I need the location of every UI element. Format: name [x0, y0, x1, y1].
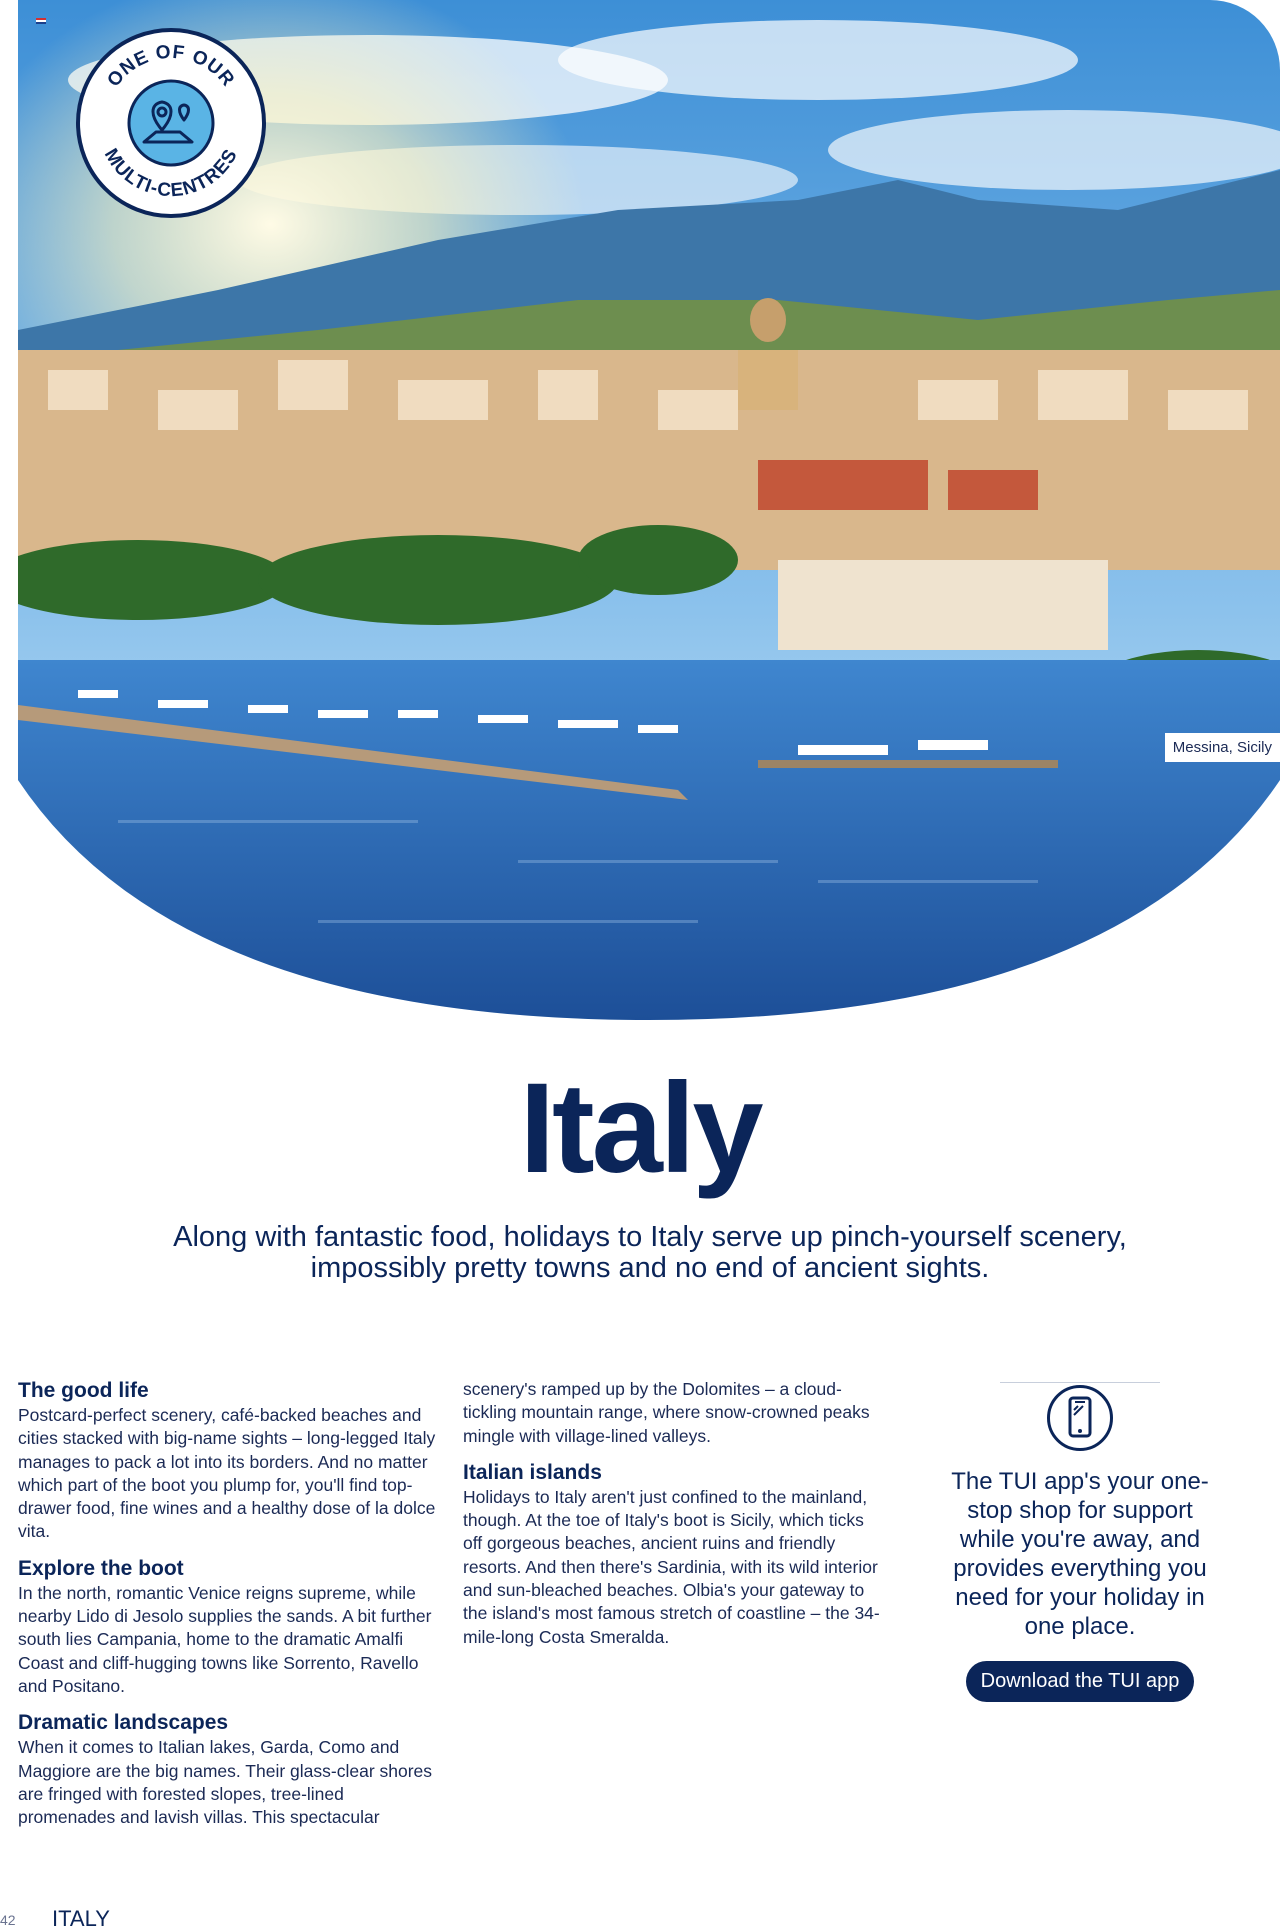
badge-inner-circle	[129, 81, 213, 165]
text-column-left	[18, 1378, 438, 1841]
section-footer-title: ITALY	[52, 1906, 110, 1931]
app-promo-text: The TUI app's your one-stop shop for support while you're away, and provides everything you need for your holiday in one place.	[951, 1468, 1209, 1640]
section-heading: Dramatic landscapes	[18, 1711, 229, 1735]
text-column-middle	[463, 1378, 883, 1661]
divider	[1000, 1382, 1160, 1383]
download-app-button[interactable]: Download the TUI app	[966, 1661, 1195, 1702]
section-body: When it comes to Italian lakes, Garda, Como and Maggiore are the big names. Their glass-clear shores are fringed with forested slopes, tree-lined promenades and lavish villas. This spectacular	[18, 1737, 433, 1828]
badge-bottom-text: MULTI-CENTRES	[99, 145, 243, 202]
smartphone-icon	[1047, 1385, 1113, 1451]
section-heading: Italian islands	[463, 1460, 602, 1484]
section-body: In the north, romantic Venice reigns supreme, while nearby Lido di Jesolo supplies the sands. A bit further south lies Campania, home to the dramatic Amalfi Coast and cliff-hugging towns like Sorrento, Ravello and Positano.	[18, 1582, 432, 1696]
intro-text: Along with fantastic food, holidays to Italy serve up pinch-yourself scenery, impossibly pretty towns and no end of ancient sights.	[173, 1221, 1127, 1284]
page-number: 42	[0, 1912, 16, 1928]
section-heading: Explore the boot	[18, 1556, 184, 1580]
badge-top-text: ONE OF OUR	[103, 41, 239, 92]
section-body: scenery's ramped up by the Dolomites – a cloud-tickling mountain range, where snow-crowned peaks mingle with village-lined valleys.	[463, 1379, 870, 1446]
page-title: Italy	[519, 1057, 761, 1200]
section-heading: The good life	[18, 1379, 149, 1402]
section-body: Holidays to Italy aren't just confined to the mainland, though. At the toe of Italy's boot is Sicily, which ticks off gorgeous beaches, ancient ruins and friendly resorts. And then there's Sardinia, with its wild interior and sun-bleached beaches. Olbia's your gateway to the island's most famous stretch of coastline – the 34-mile-long Costa Smeralda.	[463, 1486, 880, 1647]
flag-icon	[36, 18, 46, 24]
multi-centre-badge	[76, 28, 266, 218]
photo-caption: Messina, Sicily	[1165, 733, 1280, 762]
section-body: Postcard-perfect scenery, café-backed beaches and cities stacked with big-name sights – long-legged Italy manages to pack a lot into its borders. And no matter which part of the boot you plump for, you'll find top-drawer food, fine wines and a healthy dose of la dolce vita.	[18, 1405, 436, 1542]
hero-image	[18, 0, 1280, 1020]
app-promo	[940, 1382, 1220, 1702]
